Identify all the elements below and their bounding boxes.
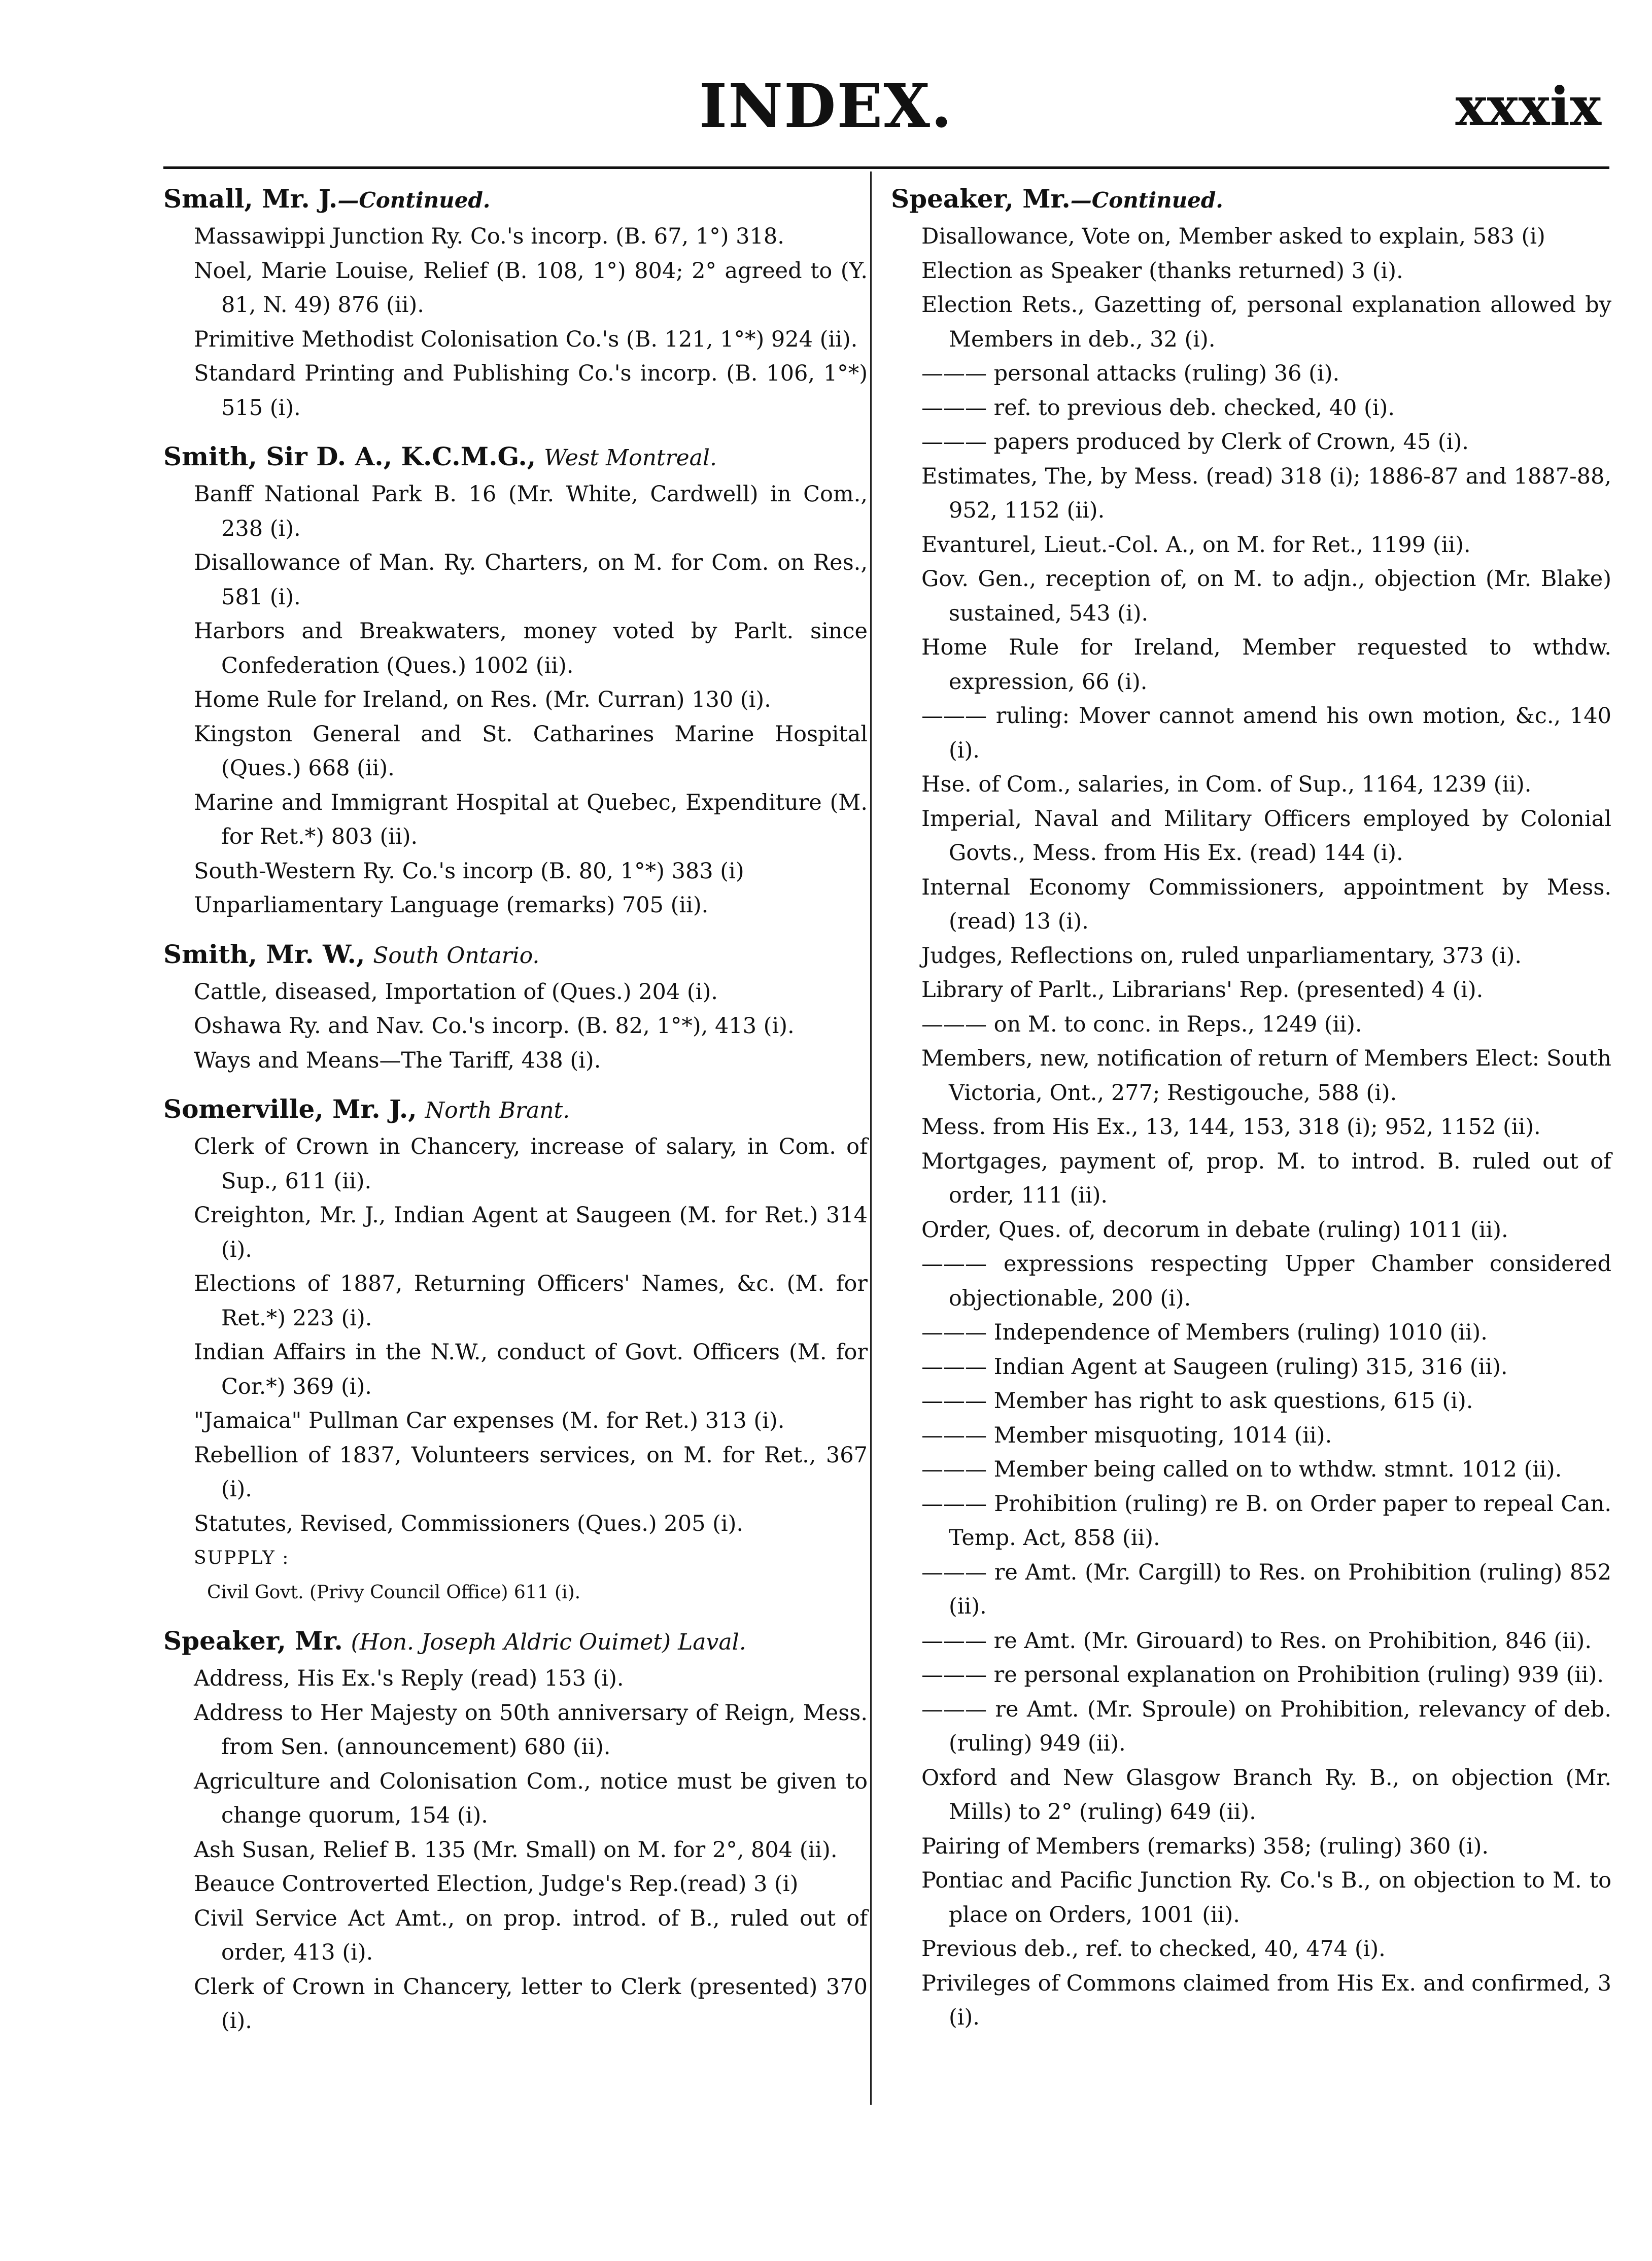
index-entry: ——— on M. to conc. in Reps., 1249 (ii). xyxy=(921,1011,1362,1037)
index-heading xyxy=(163,1624,868,1660)
index-entry: ——— personal attacks (ruling) 36 (i). xyxy=(921,361,1340,386)
index-entry: ——— expressions respecting Upper Chamber considered objectionable, 200 (i). xyxy=(921,1251,1611,1311)
heading-name: Somerville, Mr. J., xyxy=(163,1094,417,1124)
index-entry: Evanturel, Lieut.-Col. A., on M. for Ret., 1199 (ii). xyxy=(921,532,1471,558)
heading-name: Speaker, Mr. xyxy=(891,184,1071,214)
index-entry: ——— Member being called on to wthdw. stmnt. 1012 (ii). xyxy=(921,1457,1562,1482)
index-block xyxy=(163,1092,868,1609)
index-entry: SUPPLY : xyxy=(194,1548,290,1568)
index-entry: Disallowance of Man. Ry. Charters, on M. for Com. on Res., 581 (i). xyxy=(194,550,868,610)
index-heading xyxy=(163,1092,868,1128)
index-heading xyxy=(163,937,868,973)
index-entry: ——— re personal explanation on Prohibition (ruling) 939 (ii). xyxy=(921,1662,1604,1688)
index-entry: Massawippi Junction Ry. Co.'s incorp. (B. 67, 1°) 318. xyxy=(194,224,784,249)
index-entry: ——— Prohibition (ruling) re B. on Order paper to repeal Can. Temp. Act, 858 (ii). xyxy=(921,1491,1611,1551)
index-entry: Civil Govt. (Privy Council Office) 611 (i). xyxy=(207,1582,581,1603)
page-number: xxxix xyxy=(1455,75,1601,138)
index-block xyxy=(163,182,868,425)
index-entry: Creighton, Mr. J., Indian Agent at Saugeen (M. for Ret.) 314 (i). xyxy=(194,1203,868,1262)
index-entry: Rebellion of 1837, Volunteers services, on M. for Ret., 367 (i). xyxy=(194,1442,868,1502)
index-entry: Ways and Means—The Tariff, 438 (i). xyxy=(194,1047,601,1073)
index-entry: Noel, Marie Louise, Relief (B. 108, 1°) 804; 2° agreed to (Y. 81, N. 49) 876 (ii). xyxy=(194,258,868,318)
heading-name: Smith, Mr. W., xyxy=(163,939,365,969)
index-entry: ——— Indian Agent at Saugeen (ruling) 315, 316 (ii). xyxy=(921,1354,1508,1380)
heading-place: South Ontario. xyxy=(373,942,540,969)
index-entry: ——— Member misquoting, 1014 (ii). xyxy=(921,1422,1332,1448)
index-block xyxy=(891,182,1611,2035)
index-entry: Hse. of Com., salaries, in Com. of Sup., 1164, 1239 (ii). xyxy=(921,772,1532,797)
index-entry: Estimates, The, by Mess. (read) 318 (i); 1886-87 and 1887-88, 952, 1152 (ii). xyxy=(921,463,1611,523)
index-entry: Members, new, notification of return of Members Elect: South Victoria, Ont., 277; Restigouche, 588 (i). xyxy=(921,1046,1611,1106)
heading-name: Small, Mr. J. xyxy=(163,184,338,214)
index-entry: Primitive Methodist Colonisation Co.'s (B. 121, 1°*) 924 (ii). xyxy=(194,326,858,352)
index-entry: Election Rets., Gazetting of, personal explanation allowed by Members in deb., 32 (i). xyxy=(921,292,1611,352)
index-entry: Statutes, Revised, Commissioners (Ques.) 205 (i). xyxy=(194,1511,744,1536)
index-entry: Mess. from His Ex., 13, 144, 153, 318 (i); 952, 1152 (ii). xyxy=(921,1114,1541,1140)
heading-name: Smith, Sir D. A., K.C.M.G., xyxy=(163,441,536,471)
index-entry: "Jamaica" Pullman Car expenses (M. for Ret.) 313 (i). xyxy=(194,1408,785,1433)
index-entry: Order, Ques. of, decorum in debate (ruling) 1011 (ii). xyxy=(921,1217,1508,1243)
index-entry: Kingston General and St. Catharines Marine Hospital (Ques.) 668 (ii). xyxy=(194,721,868,781)
index-entry: Oshawa Ry. and Nav. Co.'s incorp. (B. 82, 1°*), 413 (i). xyxy=(194,1013,795,1039)
index-entry: ——— papers produced by Clerk of Crown, 45 (i). xyxy=(921,429,1469,455)
left-column xyxy=(163,182,868,2039)
index-entry: Clerk of Crown in Chancery, letter to Clerk (presented) 370 (i). xyxy=(194,1974,868,2034)
index-entry: Mortgages, payment of, prop. M. to introd. B. ruled out of order, 111 (ii). xyxy=(921,1148,1611,1208)
index-entry: ——— ruling: Mover cannot amend his own motion, &c., 140 (i). xyxy=(921,703,1611,763)
index-entry: South-Western Ry. Co.'s incorp (B. 80, 1°*) 383 (i) xyxy=(194,858,744,884)
heading-place: North Brant. xyxy=(425,1098,570,1123)
index-entry: Banff National Park B. 16 (Mr. White, Cardwell) in Com., 238 (i). xyxy=(194,482,868,541)
index-entry: Pontiac and Pacific Junction Ry. Co.'s B., on objection to M. to place on Orders, 1001 (ii). xyxy=(921,1868,1611,1928)
index-block xyxy=(163,1624,868,2039)
heading-place: West Montreal. xyxy=(544,445,717,471)
index-entry: Home Rule for Ireland, on Res. (Mr. Curran) 130 (i). xyxy=(194,687,771,712)
index-entry: ——— Independence of Members (ruling) 1010 (ii). xyxy=(921,1320,1488,1345)
index-entry: Pairing of Members (remarks) 358; (ruling) 360 (i). xyxy=(921,1833,1489,1859)
index-entry: Standard Printing and Publishing Co.'s incorp. (B. 106, 1°*) 515 (i). xyxy=(194,361,868,421)
index-entry: Imperial, Naval and Military Officers employed by Colonial Govts., Mess. from His Ex. (read) 144 (i). xyxy=(921,806,1611,866)
index-entry: Cattle, diseased, Importation of (Ques.) 204 (i). xyxy=(194,979,718,1005)
index-title: INDEX. xyxy=(699,71,953,141)
index-entry: Address, His Ex.'s Reply (read) 153 (i). xyxy=(194,1666,624,1691)
index-heading xyxy=(163,439,868,475)
index-heading xyxy=(891,182,1611,218)
right-column xyxy=(891,182,1611,2035)
index-entry: Judges, Reflections on, ruled unparliamentary, 373 (i). xyxy=(921,943,1522,969)
index-entry: ——— Member has right to ask questions, 615 (i). xyxy=(921,1388,1473,1414)
index-entry: Gov. Gen., reception of, on M. to adjn., objection (Mr. Blake) sustained, 543 (i). xyxy=(921,566,1611,626)
index-entry: Privileges of Commons claimed from His Ex. and confirmed, 3 (i). xyxy=(921,1970,1611,2030)
heading-continued: —Continued. xyxy=(337,188,491,213)
header-rule xyxy=(163,166,1609,169)
index-entry: Internal Economy Commissioners, appointment by Mess. (read) 13 (i). xyxy=(921,874,1611,934)
index-block xyxy=(163,439,868,923)
heading-place: (Hon. Joseph Aldric Ouimet) Laval. xyxy=(351,1629,746,1655)
index-entry: Election as Speaker (thanks returned) 3 (i). xyxy=(921,258,1403,284)
index-block xyxy=(163,937,868,1078)
index-entry: Home Rule for Ireland, Member requested to wthdw. expression, 66 (i). xyxy=(921,635,1611,695)
index-entry: Clerk of Crown in Chancery, increase of salary, in Com. of Sup., 611 (ii). xyxy=(194,1134,868,1194)
index-entry: Address to Her Majesty on 50th anniversary of Reign, Mess. from Sen. (announcement) 680 (ii). xyxy=(194,1700,868,1760)
index-entry: Beauce Controverted Election, Judge's Rep.(read) 3 (i) xyxy=(194,1871,799,1897)
index-entry: Agriculture and Colonisation Com., notice must be given to change quorum, 154 (i). xyxy=(194,1768,868,1828)
index-entry: Indian Affairs in the N.W., conduct of Govt. Officers (M. for Cor.*) 369 (i). xyxy=(194,1340,868,1399)
index-heading xyxy=(163,182,868,218)
index-entry: ——— ref. to previous deb. checked, 40 (i). xyxy=(921,395,1395,421)
index-entry: Disallowance, Vote on, Member asked to explain, 583 (i) xyxy=(921,224,1545,249)
index-entry: Previous deb., ref. to checked, 40, 474 (i). xyxy=(921,1936,1386,1962)
index-entry: Oxford and New Glasgow Branch Ry. B., on objection (Mr. Mills) to 2° (ruling) 649 (ii). xyxy=(921,1765,1611,1825)
index-entry: ——— re Amt. (Mr. Girouard) to Res. on Prohibition, 846 (ii). xyxy=(921,1628,1592,1654)
index-entry: Harbors and Breakwaters, money voted by Parlt. since Confederation (Ques.) 1002 (ii). xyxy=(194,619,868,678)
index-entry: Civil Service Act Amt., on prop. introd. of B., ruled out of order, 413 (i). xyxy=(194,1905,868,1965)
index-entry: ——— re Amt. (Mr. Cargill) to Res. on Prohibition (ruling) 852 (ii). xyxy=(921,1559,1611,1619)
heading-name: Speaker, Mr. xyxy=(163,1626,343,1656)
column-divider xyxy=(870,172,872,2105)
index-entry: Unparliamentary Language (remarks) 705 (ii). xyxy=(194,893,709,918)
index-entry: Library of Parlt., Librarians' Rep. (presented) 4 (i). xyxy=(921,977,1484,1003)
index-entry: Marine and Immigrant Hospital at Quebec, Expenditure (M. for Ret.*) 803 (ii). xyxy=(194,790,868,849)
index-entry: Elections of 1887, Returning Officers' Names, &c. (M. for Ret.*) 223 (i). xyxy=(194,1271,868,1331)
heading-continued: —Continued. xyxy=(1070,188,1223,213)
index-entry: Ash Susan, Relief B. 135 (Mr. Small) on M. for 2°, 804 (ii). xyxy=(194,1837,838,1863)
index-entry: ——— re Amt. (Mr. Sproule) on Prohibition, relevancy of deb. (ruling) 949 (ii). xyxy=(921,1696,1611,1756)
